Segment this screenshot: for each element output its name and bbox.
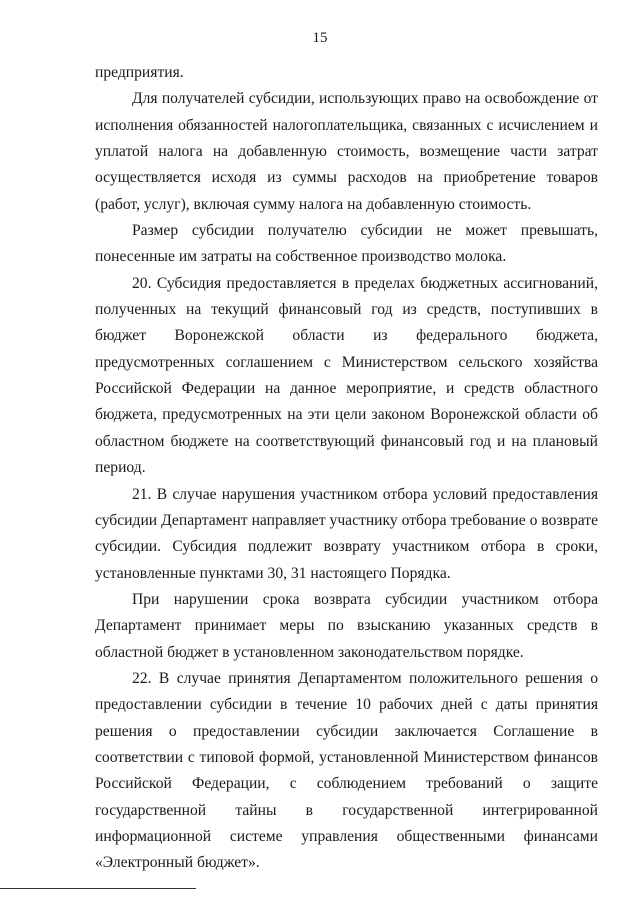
paragraph-continuation: предприятия.: [95, 64, 184, 81]
paragraph-subsidy-limit: Размер субсидии получателю субсидии не может превышать, понесенные им затраты на собственное производство молока.: [95, 222, 598, 266]
document-body: [95, 60, 598, 877]
clause-21: 21. В случае нарушения участником отбора условий предоставления субсидии Департамент направляет участнику отбора требование о возврате субсидии. Субсидия подлежит возврату участником отбора в сроки, установленные пунктами 30, 31 настоящего Порядка.: [95, 485, 598, 582]
clause-22: 22. В случае принятия Департаментом положительного решения о предоставлении субсидии в течение 10 рабочих дней с даты принятия решения о предоставлении субсидии заключается Соглашение в соответствии с типовой формой, установленной Министерством финансов Российской Федерации, с соблюдением требований о защите государственной тайны в государственной интегрированной информационной системе управления общественными финансами «Электронный бюджет».: [95, 669, 598, 872]
footer-rule: [0, 888, 196, 889]
clause-20: 20. Субсидия предоставляется в пределах бюджетных ассигнований, полученных на текущий финансовый год из средств, поступивших в бюджет Воронежской области из федерального бюджета, предусмотренных соглашением с Министерством сельского хозяйства Российской Федерации на данное мероприятие, и средств областного бюджета, предусмотренных на эти цели законом Воронежской области об областном бюджете на соответствующий финансовый год и на плановый период.: [95, 274, 598, 477]
clause-21-recovery: При нарушении срока возврата субсидии участником отбора Департамент принимает меры по взысканию указанных средств в областной бюджет в установленном законодательством порядке.: [95, 590, 598, 661]
page-number: 15: [312, 30, 328, 46]
paragraph-vat-exemption: Для получателей субсидии, использующих право на освобождение от исполнения обязанностей налогоплательщика, связанных с исчислением и уплатой налога на добавленную стоимость, возмещение части затрат осуществляется исходя из суммы расходов на приобретение товаров (работ, услуг), включая сумму налога на добавленную стоимость.: [95, 90, 598, 213]
